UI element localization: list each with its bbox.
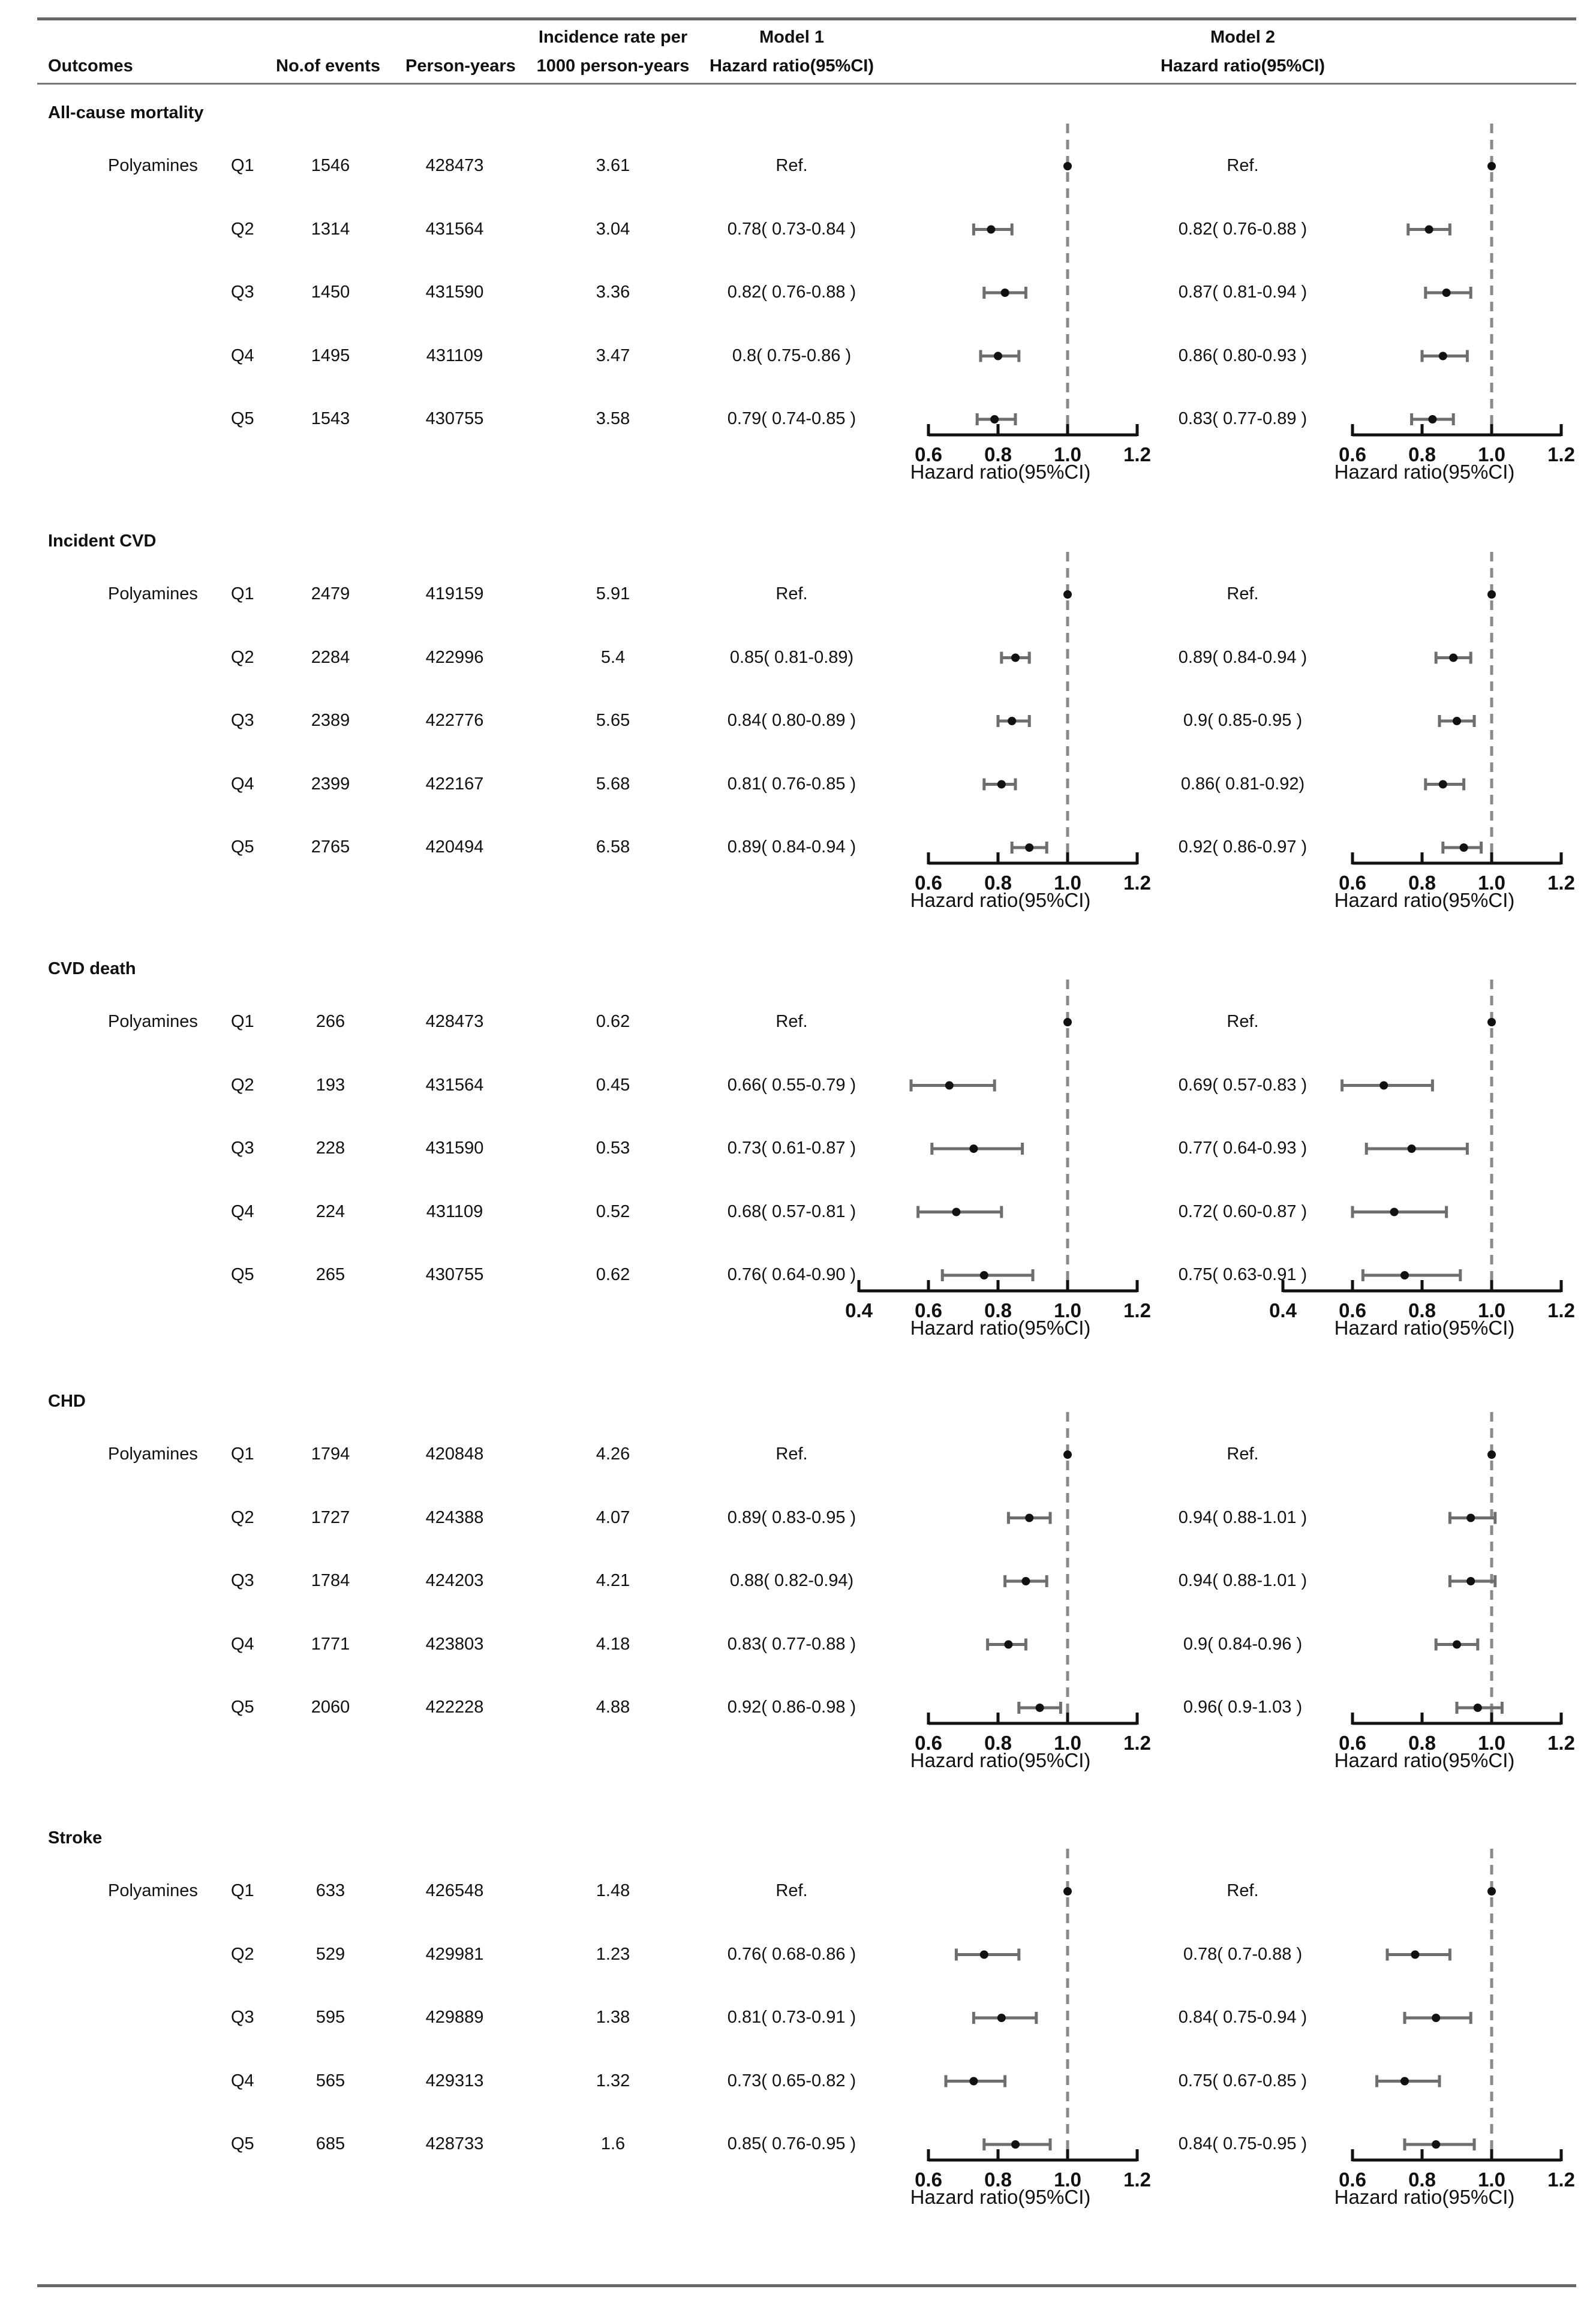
rate-cell: 4.21	[596, 1571, 630, 1590]
x-tick-label: 1.0	[1478, 872, 1505, 894]
quintile-label: Q4	[231, 1634, 254, 1654]
header-model1-title: Model 1	[759, 28, 824, 47]
person-years-cell: 428473	[425, 156, 484, 175]
rate-cell: 1.23	[596, 1944, 630, 1964]
model2-hr-text: 0.92( 0.86-0.97 )	[1178, 837, 1308, 857]
model2-forest-plot-3	[1329, 1429, 1585, 1737]
model2-hr-text: 0.9( 0.84-0.96 )	[1183, 1634, 1303, 1654]
hr-point	[1411, 1951, 1419, 1959]
hr-point	[1011, 2140, 1020, 2149]
events-cell: 1727	[311, 1507, 350, 1527]
model1-hr-text: 0.84( 0.80-0.89 )	[727, 711, 856, 730]
rate-cell: 4.18	[596, 1634, 630, 1654]
x-tick-label: 1.2	[1123, 1732, 1151, 1754]
model2-x-axis-label: Hazard ratio(95%CI)	[1334, 461, 1515, 483]
hr-point	[1439, 780, 1447, 789]
events-cell: 2399	[311, 774, 350, 794]
quintile-label: Q4	[231, 346, 254, 365]
x-tick-label: 1.0	[1054, 1732, 1081, 1754]
rate-cell: 3.47	[596, 346, 630, 365]
x-tick-label: 0.8	[1408, 1732, 1436, 1754]
person-years-cell: 426548	[425, 1881, 484, 1900]
hr-point	[1487, 162, 1496, 170]
person-years-cell: 431590	[425, 1139, 484, 1158]
model1-hr-text: 0.82( 0.76-0.88 )	[727, 283, 856, 302]
model2-forest-plot-4	[1329, 1866, 1585, 2173]
events-cell: 1314	[311, 219, 350, 239]
model2-x-axis-label: Hazard ratio(95%CI)	[1334, 1749, 1515, 1771]
rate-cell: 5.4	[600, 647, 626, 667]
events-cell: 266	[315, 1012, 345, 1031]
x-tick-label: 1.0	[1054, 2168, 1081, 2191]
model2-hr-text: 0.84( 0.75-0.95 )	[1178, 2134, 1308, 2153]
quintile-label: Q1	[231, 1881, 254, 1900]
x-tick-label: 0.4	[845, 1299, 873, 1321]
x-tick-label: 0.4	[1269, 1299, 1297, 1321]
quintile-label: Q3	[231, 1571, 254, 1590]
person-years-cell: 430755	[425, 1265, 484, 1284]
model1-hr-text: 0.88( 0.82-0.94)	[729, 1571, 854, 1590]
model1-hr-text: Ref.	[776, 1881, 808, 1900]
person-years-cell: 431564	[425, 1075, 484, 1095]
rate-cell: 0.45	[596, 1075, 630, 1095]
model1-forest-plot-1	[904, 569, 1161, 876]
events-cell: 565	[315, 2071, 345, 2090]
rate-cell: 1.32	[596, 2071, 630, 2090]
model1-hr-text: Ref.	[776, 1012, 808, 1031]
events-cell: 633	[315, 1881, 345, 1900]
rate-cell: 5.91	[596, 584, 630, 603]
model1-x-axis-label: Hazard ratio(95%CI)	[910, 1749, 1091, 1771]
hr-point	[1453, 717, 1461, 725]
quintile-label: Q5	[231, 837, 254, 857]
quintile-label: Q5	[231, 1698, 254, 1717]
events-cell: 1784	[311, 1571, 350, 1590]
model2-hr-text: 0.94( 0.88-1.01 )	[1178, 1507, 1308, 1527]
person-years-cell: 428733	[425, 2134, 484, 2153]
hr-point	[994, 352, 1002, 361]
model1-hr-text: Ref.	[776, 584, 808, 603]
person-years-cell: 420494	[425, 837, 484, 857]
events-cell: 529	[315, 1944, 345, 1964]
x-tick-label: 1.2	[1547, 443, 1575, 465]
quintile-label: Q1	[231, 156, 254, 175]
person-years-cell: 430755	[425, 409, 484, 428]
x-tick-label: 1.0	[1054, 443, 1081, 465]
hr-point	[1453, 1641, 1461, 1649]
model1-hr-text: Ref.	[776, 156, 808, 175]
model2-hr-text: 0.77( 0.64-0.93 )	[1178, 1139, 1308, 1158]
hr-point	[1400, 1271, 1409, 1279]
model2-hr-text: Ref.	[1227, 1012, 1259, 1031]
x-tick-label: 1.2	[1123, 2168, 1151, 2191]
model2-hr-text: Ref.	[1227, 1444, 1259, 1464]
hr-point	[1400, 2077, 1409, 2086]
header-outcomes: Outcomes	[48, 56, 133, 76]
hr-point	[987, 226, 995, 234]
model1-hr-text: 0.66( 0.55-0.79 )	[727, 1075, 856, 1095]
rate-cell: 3.58	[596, 409, 630, 428]
x-tick-label: 0.6	[915, 1299, 942, 1321]
hr-point	[997, 780, 1006, 789]
person-years-cell: 431590	[425, 283, 484, 302]
model2-hr-text: 0.82( 0.76-0.88 )	[1178, 219, 1308, 239]
exposure-label: Polyamines	[108, 1012, 198, 1031]
header-incidence-line1: Incidence rate per	[538, 28, 688, 47]
exposure-label: Polyamines	[108, 1444, 198, 1464]
exposure-label: Polyamines	[108, 584, 198, 603]
model1-hr-text: 0.85( 0.76-0.95 )	[727, 2134, 856, 2153]
person-years-cell: 431564	[425, 219, 484, 239]
hr-point	[1487, 1887, 1496, 1896]
events-cell: 595	[315, 2008, 345, 2027]
x-tick-label: 1.2	[1547, 2168, 1575, 2191]
events-cell: 193	[315, 1075, 345, 1095]
hr-point	[1063, 162, 1072, 170]
header-model1-subtitle: Hazard ratio(95%CI)	[710, 56, 874, 76]
hr-point	[952, 1208, 960, 1216]
events-cell: 1546	[311, 156, 350, 175]
x-tick-label: 1.2	[1547, 872, 1575, 894]
rate-cell: 3.61	[596, 156, 630, 175]
events-cell: 228	[315, 1139, 345, 1158]
header-model2-title: Model 2	[1210, 28, 1275, 47]
hr-point	[997, 2014, 1006, 2022]
model2-x-axis-label: Hazard ratio(95%CI)	[1334, 2186, 1515, 2208]
model1-hr-text: 0.73( 0.61-0.87 )	[727, 1139, 856, 1158]
person-years-cell: 429313	[425, 2071, 484, 2090]
exposure-label: Polyamines	[108, 1881, 198, 1900]
hr-point	[1425, 226, 1433, 234]
person-years-cell: 420848	[425, 1444, 484, 1464]
model2-hr-text: 0.94( 0.88-1.01 )	[1178, 1571, 1308, 1590]
hr-point	[1408, 1145, 1416, 1153]
model1-hr-text: 0.85( 0.81-0.89)	[729, 647, 854, 667]
hr-point	[1487, 1450, 1496, 1459]
x-tick-label: 0.8	[984, 2168, 1012, 2191]
quintile-label: Q3	[231, 283, 254, 302]
person-years-cell: 422776	[425, 711, 484, 730]
hr-point	[1004, 1641, 1012, 1649]
x-tick-label: 0.8	[1408, 872, 1436, 894]
hr-point	[1466, 1577, 1475, 1585]
header-rule	[37, 83, 1576, 85]
quintile-label: Q4	[231, 774, 254, 794]
person-years-cell: 424388	[425, 1507, 484, 1527]
hr-point	[1432, 2140, 1440, 2149]
quintile-label: Q4	[231, 1201, 254, 1221]
events-cell: 1495	[311, 346, 350, 365]
section-title: CVD death	[48, 959, 136, 978]
person-years-cell: 419159	[425, 584, 484, 603]
header-person-years: Person-years	[405, 56, 516, 76]
events-cell: 2389	[311, 711, 350, 730]
events-cell: 224	[315, 1201, 345, 1221]
rate-cell: 3.36	[596, 283, 630, 302]
hr-point	[1063, 1450, 1072, 1459]
x-tick-label: 0.8	[984, 443, 1012, 465]
model2-forest-plot-1	[1329, 569, 1585, 876]
x-tick-label: 1.0	[1478, 443, 1505, 465]
quintile-label: Q5	[231, 409, 254, 428]
quintile-label: Q3	[231, 1139, 254, 1158]
rate-cell: 1.6	[600, 2134, 626, 2153]
x-tick-label: 0.6	[1339, 443, 1366, 465]
hr-point	[969, 2077, 978, 2086]
hr-point	[1390, 1208, 1399, 1216]
rate-cell: 0.62	[596, 1265, 630, 1284]
model1-forest-plot-3	[904, 1429, 1161, 1737]
x-tick-label: 1.2	[1547, 1732, 1575, 1754]
rate-cell: 0.62	[596, 1012, 630, 1031]
events-cell: 2060	[311, 1698, 350, 1717]
model1-hr-text: 0.89( 0.84-0.94 )	[727, 837, 856, 857]
events-cell: 1450	[311, 283, 350, 302]
quintile-label: Q1	[231, 1012, 254, 1031]
model2-hr-text: 0.84( 0.75-0.94 )	[1178, 2008, 1308, 2027]
quintile-label: Q5	[231, 2134, 254, 2153]
hr-point	[969, 1145, 978, 1153]
hr-point	[1021, 1577, 1030, 1585]
model2-hr-text: 0.96( 0.9-1.03 )	[1183, 1698, 1303, 1717]
model1-hr-text: 0.92( 0.86-0.98 )	[727, 1698, 856, 1717]
hr-point	[945, 1082, 954, 1090]
hr-point	[980, 1951, 988, 1959]
rate-cell: 6.58	[596, 837, 630, 857]
rate-cell: 1.48	[596, 1881, 630, 1900]
model2-hr-text: 0.86( 0.80-0.93 )	[1178, 346, 1308, 365]
hr-point	[990, 415, 999, 423]
x-tick-label: 1.0	[1478, 1299, 1505, 1321]
events-cell: 2765	[311, 837, 350, 857]
x-tick-label: 1.0	[1478, 1732, 1505, 1754]
hr-point	[1460, 843, 1468, 852]
section-title: Incident CVD	[48, 531, 157, 551]
events-cell: 1543	[311, 409, 350, 428]
model1-hr-text: 0.78( 0.73-0.84 )	[727, 219, 856, 239]
quintile-label: Q2	[231, 1507, 254, 1527]
model1-x-axis-label: Hazard ratio(95%CI)	[910, 1317, 1091, 1339]
model1-x-axis-label: Hazard ratio(95%CI)	[910, 461, 1091, 483]
quintile-label: Q3	[231, 2008, 254, 2027]
hr-point	[1487, 590, 1496, 599]
x-tick-label: 0.6	[1339, 872, 1366, 894]
model2-hr-text: 0.72( 0.60-0.87 )	[1178, 1201, 1308, 1221]
model1-hr-text: 0.76( 0.64-0.90 )	[727, 1265, 856, 1284]
hr-point	[1474, 1704, 1482, 1712]
events-cell: 685	[315, 2134, 345, 2153]
model1-forest-plot-2	[835, 996, 1161, 1304]
header-events: No.of events	[276, 56, 381, 76]
model2-hr-text: 0.69( 0.57-0.83 )	[1178, 1075, 1308, 1095]
header-incidence-line2: 1000 person-years	[536, 56, 690, 76]
model1-hr-text: 0.81( 0.76-0.85 )	[727, 774, 856, 794]
person-years-cell: 424203	[425, 1571, 484, 1590]
x-tick-label: 0.6	[1339, 2168, 1366, 2191]
model1-hr-text: 0.73( 0.65-0.82 )	[727, 2071, 856, 2090]
hr-point	[1428, 415, 1436, 423]
x-tick-label: 1.2	[1123, 872, 1151, 894]
events-cell: 265	[315, 1265, 345, 1284]
hr-point	[980, 1271, 988, 1279]
hr-point	[1001, 289, 1009, 297]
model1-hr-text: 0.89( 0.83-0.95 )	[727, 1507, 856, 1527]
quintile-label: Q2	[231, 1944, 254, 1964]
x-tick-label: 0.6	[915, 872, 942, 894]
model2-hr-text: 0.86( 0.81-0.92)	[1180, 774, 1305, 794]
model2-hr-text: Ref.	[1227, 584, 1259, 603]
x-tick-label: 1.2	[1123, 1299, 1151, 1321]
x-tick-label: 0.8	[1408, 1299, 1436, 1321]
x-tick-label: 1.0	[1054, 872, 1081, 894]
person-years-cell: 431109	[426, 1201, 483, 1221]
model1-forest-plot-4	[904, 1866, 1161, 2173]
rate-cell: 0.52	[596, 1201, 630, 1221]
hr-point	[1449, 654, 1457, 662]
model2-x-axis-label: Hazard ratio(95%CI)	[1334, 889, 1515, 911]
x-tick-label: 0.6	[915, 443, 942, 465]
model1-hr-text: 0.68( 0.57-0.81 )	[727, 1201, 856, 1221]
quintile-label: Q5	[231, 1265, 254, 1284]
model1-x-axis-label: Hazard ratio(95%CI)	[910, 889, 1091, 911]
hr-point	[1008, 717, 1016, 725]
quintile-label: Q4	[231, 2071, 254, 2090]
model2-hr-text: 0.78( 0.7-0.88 )	[1183, 1944, 1303, 1964]
x-tick-label: 0.8	[984, 1732, 1012, 1754]
person-years-cell: 422228	[425, 1698, 484, 1717]
hr-point	[1439, 352, 1447, 361]
model1-hr-text: Ref.	[776, 1444, 808, 1464]
rate-cell: 5.68	[596, 774, 630, 794]
x-tick-label: 0.8	[984, 872, 1012, 894]
section-title: CHD	[48, 1392, 86, 1411]
model2-forest-plot-0	[1329, 140, 1585, 448]
section-title: Stroke	[48, 1828, 103, 1848]
x-tick-label: 0.6	[915, 2168, 942, 2191]
events-cell: 2284	[311, 647, 350, 667]
person-years-cell: 428473	[425, 1012, 484, 1031]
model1-hr-text: 0.79( 0.74-0.85 )	[727, 409, 856, 428]
events-cell: 2479	[311, 584, 350, 603]
hr-point	[1432, 2014, 1440, 2022]
model1-hr-text: 0.76( 0.68-0.86 )	[727, 1944, 856, 1964]
model2-hr-text: 0.9( 0.85-0.95 )	[1183, 711, 1303, 730]
quintile-label: Q2	[231, 219, 254, 239]
x-tick-label: 0.8	[1408, 443, 1436, 465]
rate-cell: 3.04	[596, 219, 630, 239]
x-tick-label: 1.2	[1123, 443, 1151, 465]
model1-x-axis-label: Hazard ratio(95%CI)	[910, 2186, 1091, 2208]
hr-point	[1011, 654, 1020, 662]
person-years-cell: 431109	[426, 346, 483, 365]
rate-cell: 4.07	[596, 1507, 630, 1527]
hr-point	[1063, 590, 1072, 599]
model2-hr-text: Ref.	[1227, 156, 1259, 175]
hr-point	[1063, 1018, 1072, 1026]
events-cell: 1794	[311, 1444, 350, 1464]
model2-hr-text: 0.75( 0.67-0.85 )	[1178, 2071, 1308, 2090]
hr-point	[1442, 289, 1451, 297]
rate-cell: 0.53	[596, 1139, 630, 1158]
person-years-cell: 422996	[425, 647, 484, 667]
x-tick-label: 0.6	[1339, 1732, 1366, 1754]
person-years-cell: 429981	[425, 1944, 484, 1964]
model2-hr-text: 0.87( 0.81-0.94 )	[1178, 283, 1308, 302]
hr-point	[1025, 1514, 1033, 1522]
x-tick-label: 0.8	[984, 1299, 1012, 1321]
bottom-rule	[37, 2284, 1576, 2287]
rate-cell: 5.65	[596, 711, 630, 730]
section-title: All-cause mortality	[48, 103, 204, 122]
model1-hr-text: 0.81( 0.73-0.91 )	[727, 2008, 856, 2027]
hr-point	[1487, 1018, 1496, 1026]
person-years-cell: 422167	[425, 774, 484, 794]
events-cell: 1771	[311, 1634, 350, 1654]
model2-x-axis-label: Hazard ratio(95%CI)	[1334, 1317, 1515, 1339]
exposure-label: Polyamines	[108, 156, 198, 175]
header-model2-subtitle: Hazard ratio(95%CI)	[1161, 56, 1325, 76]
person-years-cell: 423803	[425, 1634, 484, 1654]
model2-hr-text: 0.75( 0.63-0.91 )	[1178, 1265, 1308, 1284]
model1-forest-plot-0	[904, 140, 1161, 448]
hr-point	[1466, 1514, 1475, 1522]
model2-hr-text: 0.83( 0.77-0.89 )	[1178, 409, 1308, 428]
rate-cell: 4.26	[596, 1444, 630, 1464]
model2-hr-text: 0.89( 0.84-0.94 )	[1178, 647, 1308, 667]
hr-point	[1379, 1082, 1388, 1090]
hr-point	[1025, 843, 1033, 852]
quintile-label: Q2	[231, 1075, 254, 1095]
x-tick-label: 1.0	[1054, 1299, 1081, 1321]
hr-point	[1063, 1887, 1072, 1896]
model2-forest-plot-2	[1259, 996, 1585, 1304]
top-rule	[37, 17, 1576, 20]
model1-hr-text: 0.83( 0.77-0.88 )	[727, 1634, 856, 1654]
model2-hr-text: Ref.	[1227, 1881, 1259, 1900]
quintile-label: Q2	[231, 647, 254, 667]
rate-cell: 4.88	[596, 1698, 630, 1717]
x-tick-label: 1.2	[1547, 1299, 1575, 1321]
quintile-label: Q1	[231, 1444, 254, 1464]
x-tick-label: 1.0	[1478, 2168, 1505, 2191]
x-tick-label: 0.6	[915, 1732, 942, 1754]
model1-hr-text: 0.8( 0.75-0.86 )	[732, 346, 852, 365]
quintile-label: Q1	[231, 584, 254, 603]
person-years-cell: 429889	[425, 2008, 484, 2027]
hr-point	[1036, 1704, 1044, 1712]
x-tick-label: 0.8	[1408, 2168, 1436, 2191]
quintile-label: Q3	[231, 711, 254, 730]
rate-cell: 1.38	[596, 2008, 630, 2027]
x-tick-label: 0.6	[1339, 1299, 1366, 1321]
